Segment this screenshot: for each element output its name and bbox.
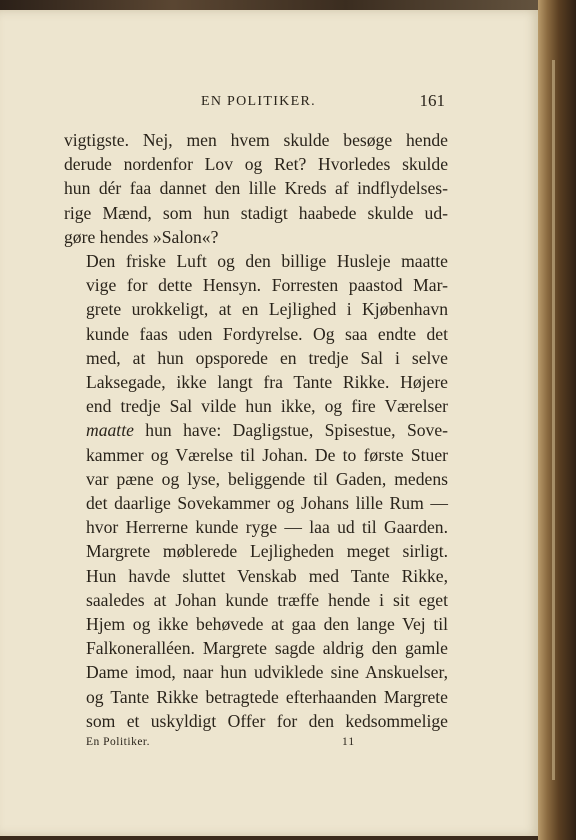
text-line: hun dér faa dannet den lille Kreds af indflydelses- bbox=[64, 178, 448, 199]
text-line: Hun havde sluttet Venskab med Tante Rikke, bbox=[86, 565, 448, 586]
text-line: Margrete møblerede Lejligheden meget sirligt. bbox=[86, 541, 448, 562]
text-line: Hjem og ikke behøvede at gaa den lange Vej til bbox=[86, 614, 448, 635]
paragraph-3 bbox=[64, 539, 448, 733]
paragraph-1 bbox=[64, 128, 448, 249]
signature-mark: 11 bbox=[342, 736, 356, 748]
italic-word: maatte bbox=[86, 420, 134, 441]
text-line: saaledes at Johan kunde træffe hende i sit eget bbox=[86, 589, 448, 610]
text-line: gøre hendes »Salon«? bbox=[64, 226, 219, 247]
page-header bbox=[201, 91, 445, 116]
book-binding bbox=[538, 0, 576, 840]
text-line: Laksegade, ikke langt fra Tante Rikke. Højere bbox=[86, 372, 448, 393]
text-line: rige Mænd, som hun stadigt haabede skulde ud- bbox=[64, 202, 448, 223]
text-line: vigtigste. Nej, men hvem skulde besøge hende bbox=[64, 130, 448, 150]
text-line: grete urokkeligt, at en Lejlighed i Kjøbenhavn bbox=[86, 299, 448, 320]
text-line: Falkoneralléen. Margrete sagde aldrig den gamle bbox=[86, 638, 448, 659]
running-title: EN POLITIKER. bbox=[201, 94, 316, 109]
text-line: Dame imod, naar hun udviklede sine Anskuelser, bbox=[86, 662, 448, 683]
text-line: og Tante Rikke betragtede efterhaanden Margrete bbox=[86, 686, 448, 707]
paragraph-2 bbox=[64, 249, 448, 539]
text-line: som et uskyldigt Offer for den kedsommelige bbox=[86, 710, 448, 731]
text-line: var pæne og lyse, beliggende til Gaden, medens bbox=[86, 468, 448, 489]
page-footer bbox=[86, 736, 386, 754]
text-line: hvor Herrerne kunde ryge — laa ud til Gaarden. bbox=[86, 517, 448, 538]
text-line: derude nordenfor Lov og Ret? Hvorledes skulde bbox=[64, 154, 448, 175]
text-line: maatte hun have: Dagligstue, Spisestue, Sove- bbox=[86, 420, 448, 441]
text-line: kammer og Værelse til Johan. De to første Stuer bbox=[86, 444, 448, 465]
text-line: Den friske Luft og den billige Husleje maatte bbox=[86, 251, 448, 272]
text-line: vige for dette Hensyn. Forresten paastod Mar- bbox=[86, 275, 448, 296]
text-line: med, at hun opsporede en tredje Sal i selve bbox=[86, 347, 448, 368]
text-line: end tredje Sal vilde hun ikke, og fire Værelser bbox=[86, 396, 448, 417]
text-line: det daarlige Sovekammer og Johans lille Rum — bbox=[86, 493, 448, 514]
binding-spine bbox=[552, 60, 555, 780]
text-line: kunde faas uden Fordyrelse. Og saa endte det bbox=[86, 323, 448, 344]
signature-title: En Politiker. bbox=[86, 736, 150, 748]
book-page bbox=[0, 10, 540, 836]
body-text bbox=[64, 128, 448, 733]
page-number: 161 bbox=[419, 91, 445, 110]
